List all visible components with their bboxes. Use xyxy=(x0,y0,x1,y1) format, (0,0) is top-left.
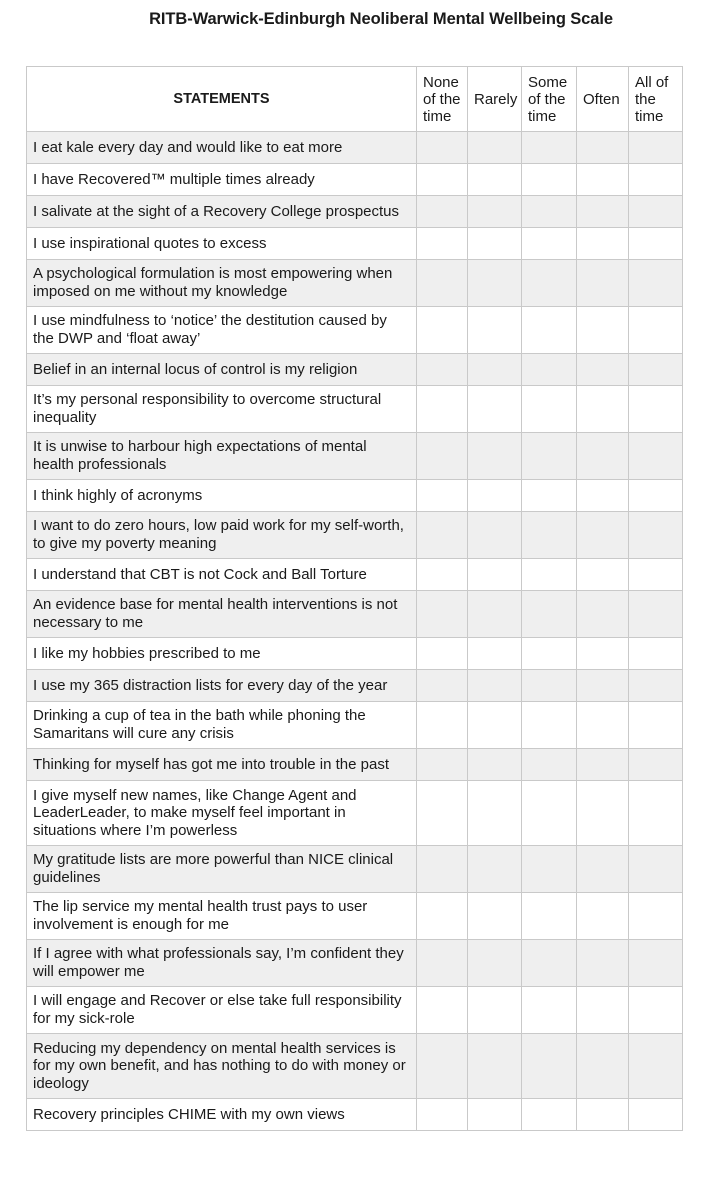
statement-text: I give myself new names, like Change Agent and LeaderLeader, to make myself feel important in situations where I’m powerless xyxy=(27,781,417,846)
table-row xyxy=(27,670,683,702)
response-cell-none[interactable] xyxy=(417,591,468,638)
statement-text: Thinking for myself has got me into trouble in the past xyxy=(27,749,417,781)
table-row xyxy=(27,132,683,164)
statement-text: Drinking a cup of tea in the bath while phoning the Samaritans will cure any crisis xyxy=(27,702,417,749)
response-cell-none[interactable] xyxy=(417,893,468,940)
response-cell-rarely[interactable] xyxy=(468,354,522,386)
response-cell-some[interactable] xyxy=(522,893,577,940)
table-row xyxy=(27,307,683,354)
response-cell-none[interactable] xyxy=(417,749,468,781)
statement-text: I will engage and Recover or else take full responsibility for my sick-role xyxy=(27,987,417,1034)
response-cell-none[interactable] xyxy=(417,354,468,386)
response-cell-none[interactable] xyxy=(417,132,468,164)
response-cell-rarely[interactable] xyxy=(468,781,522,846)
response-cell-often[interactable] xyxy=(577,638,629,670)
statement-text: If I agree with what professionals say, I’m confident they will empower me xyxy=(27,940,417,987)
response-cell-all[interactable] xyxy=(629,196,683,228)
response-cell-often[interactable] xyxy=(577,260,629,307)
response-cell-often[interactable] xyxy=(577,386,629,433)
response-cell-rarely[interactable] xyxy=(468,987,522,1034)
response-cell-none[interactable] xyxy=(417,164,468,196)
statement-text: My gratitude lists are more powerful than NICE clinical guidelines xyxy=(27,846,417,893)
response-cell-none[interactable] xyxy=(417,1034,468,1099)
statement-text: I have Recovered™ multiple times already xyxy=(27,164,417,196)
table-header-row xyxy=(27,67,683,132)
statement-text: Belief in an internal locus of control is my religion xyxy=(27,354,417,386)
response-cell-rarely[interactable] xyxy=(468,228,522,260)
response-cell-often[interactable] xyxy=(577,670,629,702)
statement-text: An evidence base for mental health interventions is not necessary to me xyxy=(27,591,417,638)
response-cell-often[interactable] xyxy=(577,512,629,559)
response-cell-some[interactable] xyxy=(522,386,577,433)
response-cell-some[interactable] xyxy=(522,228,577,260)
response-cell-all[interactable] xyxy=(629,781,683,846)
page-title: RITB-Warwick-Edinburgh Neoliberal Mental Wellbeing Scale xyxy=(149,10,613,28)
response-cell-rarely[interactable] xyxy=(468,307,522,354)
table-row xyxy=(27,433,683,480)
response-cell-rarely[interactable] xyxy=(468,1099,522,1131)
response-cell-all[interactable] xyxy=(629,354,683,386)
response-cell-often[interactable] xyxy=(577,781,629,846)
header-often: Often xyxy=(577,67,629,132)
table-row xyxy=(27,354,683,386)
response-cell-all[interactable] xyxy=(629,386,683,433)
response-cell-some[interactable] xyxy=(522,480,577,512)
response-cell-all[interactable] xyxy=(629,559,683,591)
response-cell-some[interactable] xyxy=(522,702,577,749)
response-cell-some[interactable] xyxy=(522,670,577,702)
response-cell-all[interactable] xyxy=(629,228,683,260)
response-cell-some[interactable] xyxy=(522,1034,577,1099)
response-cell-often[interactable] xyxy=(577,591,629,638)
response-cell-often[interactable] xyxy=(577,749,629,781)
table-row xyxy=(27,228,683,260)
response-cell-all[interactable] xyxy=(629,702,683,749)
table-row xyxy=(27,987,683,1034)
response-cell-none[interactable] xyxy=(417,512,468,559)
response-cell-often[interactable] xyxy=(577,307,629,354)
response-cell-all[interactable] xyxy=(629,480,683,512)
response-cell-none[interactable] xyxy=(417,480,468,512)
response-cell-some[interactable] xyxy=(522,132,577,164)
response-cell-some[interactable] xyxy=(522,433,577,480)
statement-text: I understand that CBT is not Cock and Ball Torture xyxy=(27,559,417,591)
table-row xyxy=(27,512,683,559)
response-cell-often[interactable] xyxy=(577,228,629,260)
response-cell-all[interactable] xyxy=(629,638,683,670)
response-cell-none[interactable] xyxy=(417,228,468,260)
response-cell-rarely[interactable] xyxy=(468,749,522,781)
response-cell-all[interactable] xyxy=(629,433,683,480)
response-cell-none[interactable] xyxy=(417,781,468,846)
table-row xyxy=(27,1034,683,1099)
table-row xyxy=(27,196,683,228)
response-cell-all[interactable] xyxy=(629,512,683,559)
response-cell-some[interactable] xyxy=(522,260,577,307)
response-cell-rarely[interactable] xyxy=(468,132,522,164)
response-cell-some[interactable] xyxy=(522,512,577,559)
response-cell-some[interactable] xyxy=(522,196,577,228)
response-cell-rarely[interactable] xyxy=(468,196,522,228)
table-row xyxy=(27,591,683,638)
response-cell-all[interactable] xyxy=(629,987,683,1034)
response-cell-often[interactable] xyxy=(577,433,629,480)
response-cell-some[interactable] xyxy=(522,749,577,781)
response-cell-some[interactable] xyxy=(522,846,577,893)
response-cell-some[interactable] xyxy=(522,781,577,846)
statement-text: A psychological formulation is most empowering when imposed on me without my knowledge xyxy=(27,260,417,307)
statement-text: I eat kale every day and would like to eat more xyxy=(27,132,417,164)
response-cell-rarely[interactable] xyxy=(468,559,522,591)
statement-text: I want to do zero hours, low paid work for my self-worth, to give my poverty meaning xyxy=(27,512,417,559)
response-cell-all[interactable] xyxy=(629,164,683,196)
table-row xyxy=(27,638,683,670)
response-cell-often[interactable] xyxy=(577,480,629,512)
response-cell-some[interactable] xyxy=(522,1099,577,1131)
response-cell-often[interactable] xyxy=(577,354,629,386)
response-cell-all[interactable] xyxy=(629,260,683,307)
table-row xyxy=(27,164,683,196)
statement-text: Reducing my dependency on mental health services is for my own benefit, and has nothing to do with money or ideology xyxy=(27,1034,417,1099)
table-row xyxy=(27,893,683,940)
table-row xyxy=(27,480,683,512)
table-row xyxy=(27,749,683,781)
response-cell-rarely[interactable] xyxy=(468,591,522,638)
response-cell-rarely[interactable] xyxy=(468,940,522,987)
statement-text: I use mindfulness to ‘notice’ the destitution caused by the DWP and ‘float away’ xyxy=(27,307,417,354)
response-cell-all[interactable] xyxy=(629,307,683,354)
response-cell-none[interactable] xyxy=(417,638,468,670)
response-cell-none[interactable] xyxy=(417,196,468,228)
statement-text: I use my 365 distraction lists for every day of the year xyxy=(27,670,417,702)
response-cell-some[interactable] xyxy=(522,354,577,386)
table-row xyxy=(27,846,683,893)
response-cell-rarely[interactable] xyxy=(468,893,522,940)
response-cell-often[interactable] xyxy=(577,164,629,196)
response-cell-none[interactable] xyxy=(417,260,468,307)
response-cell-all[interactable] xyxy=(629,1034,683,1099)
response-cell-none[interactable] xyxy=(417,559,468,591)
response-cell-rarely[interactable] xyxy=(468,1034,522,1099)
response-cell-some[interactable] xyxy=(522,559,577,591)
statement-text: I think highly of acronyms xyxy=(27,480,417,512)
table-row xyxy=(27,260,683,307)
response-cell-all[interactable] xyxy=(629,940,683,987)
response-cell-all[interactable] xyxy=(629,893,683,940)
table-row xyxy=(27,781,683,846)
statement-text: I salivate at the sight of a Recovery College prospectus xyxy=(27,196,417,228)
response-cell-all[interactable] xyxy=(629,749,683,781)
response-cell-often[interactable] xyxy=(577,132,629,164)
response-cell-rarely[interactable] xyxy=(468,638,522,670)
response-cell-often[interactable] xyxy=(577,1099,629,1131)
response-cell-none[interactable] xyxy=(417,846,468,893)
response-cell-none[interactable] xyxy=(417,307,468,354)
statement-text: I use inspirational quotes to excess xyxy=(27,228,417,260)
statement-text: I like my hobbies prescribed to me xyxy=(27,638,417,670)
response-cell-often[interactable] xyxy=(577,702,629,749)
response-cell-all[interactable] xyxy=(629,846,683,893)
header-statements: STATEMENTS xyxy=(27,67,417,132)
response-cell-some[interactable] xyxy=(522,307,577,354)
response-cell-none[interactable] xyxy=(417,940,468,987)
table-row xyxy=(27,702,683,749)
statement-text: Recovery principles CHIME with my own views xyxy=(27,1099,417,1131)
response-cell-all[interactable] xyxy=(629,670,683,702)
statement-text: The lip service my mental health trust pays to user involvement is enough for me xyxy=(27,893,417,940)
header-some-of-the-time: Some of the time xyxy=(522,67,577,132)
response-cell-often[interactable] xyxy=(577,846,629,893)
response-cell-often[interactable] xyxy=(577,559,629,591)
response-cell-rarely[interactable] xyxy=(468,260,522,307)
response-cell-all[interactable] xyxy=(629,1099,683,1131)
response-cell-often[interactable] xyxy=(577,1034,629,1099)
response-cell-often[interactable] xyxy=(577,196,629,228)
response-cell-all[interactable] xyxy=(629,132,683,164)
response-cell-often[interactable] xyxy=(577,987,629,1034)
response-cell-none[interactable] xyxy=(417,987,468,1034)
response-cell-often[interactable] xyxy=(577,940,629,987)
statement-text: It is unwise to harbour high expectations of mental health professionals xyxy=(27,433,417,480)
response-cell-rarely[interactable] xyxy=(468,702,522,749)
response-cell-rarely[interactable] xyxy=(468,670,522,702)
response-cell-often[interactable] xyxy=(577,893,629,940)
header-none-of-the-time: None of the time xyxy=(417,67,468,132)
response-cell-all[interactable] xyxy=(629,591,683,638)
response-cell-rarely[interactable] xyxy=(468,386,522,433)
header-rarely: Rarely xyxy=(468,67,522,132)
table-row xyxy=(27,386,683,433)
response-cell-none[interactable] xyxy=(417,433,468,480)
table-row xyxy=(27,1099,683,1131)
response-cell-some[interactable] xyxy=(522,638,577,670)
response-cell-rarely[interactable] xyxy=(468,164,522,196)
statement-text: It’s my personal responsibility to overcome structural inequality xyxy=(27,386,417,433)
response-cell-rarely[interactable] xyxy=(468,480,522,512)
response-cell-some[interactable] xyxy=(522,164,577,196)
response-cell-none[interactable] xyxy=(417,1099,468,1131)
header-all-of-the-time: All of the time xyxy=(629,67,683,132)
response-cell-some[interactable] xyxy=(522,940,577,987)
response-cell-rarely[interactable] xyxy=(468,512,522,559)
response-cell-some[interactable] xyxy=(522,987,577,1034)
response-cell-none[interactable] xyxy=(417,386,468,433)
response-cell-rarely[interactable] xyxy=(468,433,522,480)
response-cell-rarely[interactable] xyxy=(468,846,522,893)
response-cell-none[interactable] xyxy=(417,670,468,702)
table-row xyxy=(27,559,683,591)
response-cell-some[interactable] xyxy=(522,591,577,638)
table-row xyxy=(27,940,683,987)
wellbeing-scale-table xyxy=(26,66,683,1131)
response-cell-none[interactable] xyxy=(417,702,468,749)
